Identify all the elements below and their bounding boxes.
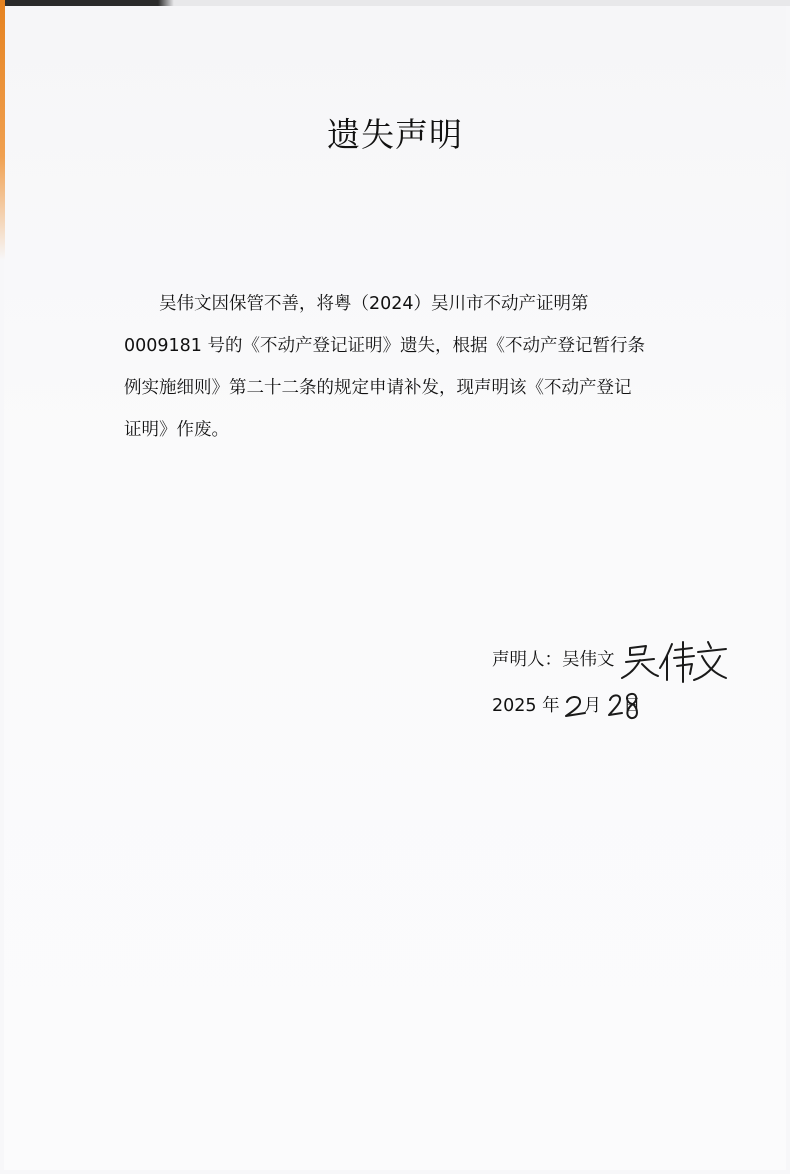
- paper-sheet: [4, 4, 786, 1170]
- document-title: 遗失声明: [327, 115, 463, 154]
- statement-line-4: 证明》作废。: [124, 420, 229, 440]
- scan-top-edge: [0, 0, 790, 6]
- date-year: 2025 年: [492, 696, 560, 716]
- handwritten-signature: [620, 636, 730, 686]
- date-day-unit: 日: [623, 696, 641, 716]
- statement-body: [124, 283, 684, 451]
- statement-line-2: 0009181 号的《不动产登记证明》遗失，根据《不动产登记暂行条: [124, 336, 645, 356]
- handwritten-month: [561, 692, 591, 722]
- date-month-unit: 月: [583, 696, 602, 716]
- handwritten-day: [608, 690, 642, 722]
- statement-line-1: 吴伟文因保管不善，将粤（2024）吴川市不动产证明第: [159, 294, 589, 314]
- statement-line-3: 例实施细则》第二十二条的规定申请补发，现声明该《不动产登记: [124, 378, 632, 398]
- declarant-line: 声明人：吴伟文: [492, 650, 615, 670]
